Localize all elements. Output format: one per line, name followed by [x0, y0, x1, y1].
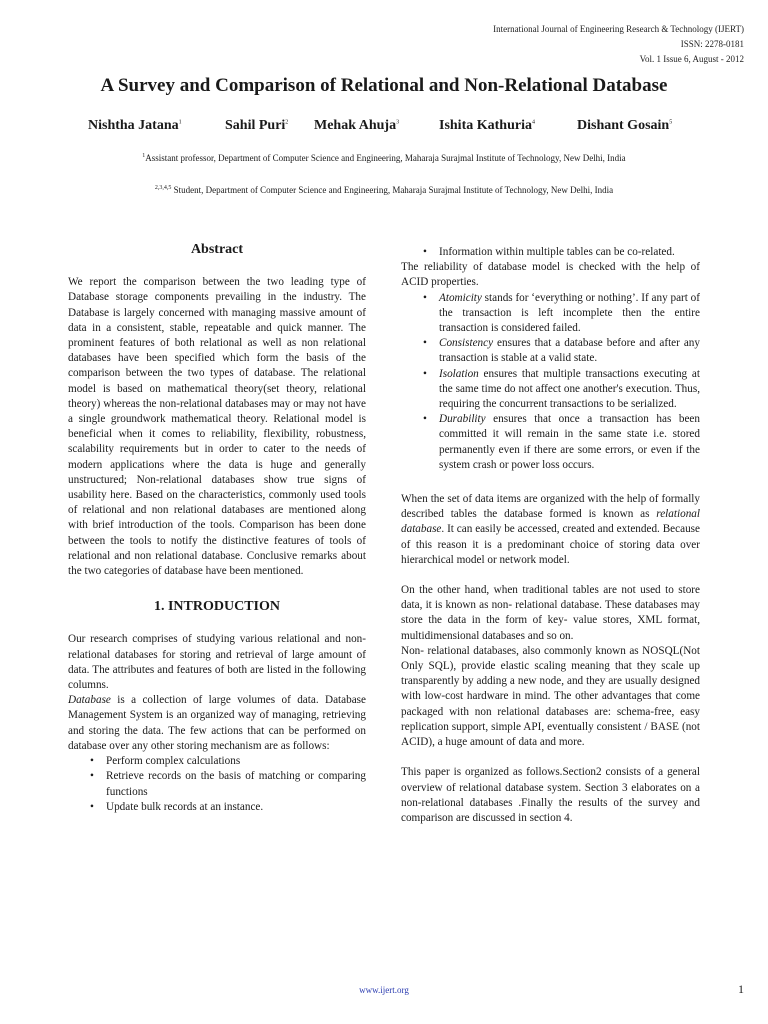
affiliation: $^{2,3,4,5}$ Student, Department of Computer Science and Engineering, Maharaja Surajmal Institute of Technology, New Delhi, India [154, 185, 614, 195]
list-item: • Retrieve records on the basis of matching or comparing functions [68, 769, 366, 799]
list-item: • Information within multiple tables can be co-related. [401, 245, 700, 260]
tables-list [401, 245, 700, 260]
nosql-paragraph: Non- relational databases, also commonly known as NOSQL(Not Only SQL), provide elastic scaling meaning that they scale up transparently by adding a new node, and they are usually designed with low-cost hardware in mind. The other advantages that come packaged with non relational databases are: schema-free, easy replication support, simple API, eventually consistent / BASE (not ACID), a huge amount of data and more. [401, 644, 700, 749]
acid-intro: The reliability of database model is checked with the help of ACID properties. [401, 261, 700, 289]
database-definition: Database is a collection of large volumes of data. Database Management System is an organized way of managing, retrieving and storing the data. The few actions that can be performed on database over any other storing mechanism are as follows: [68, 694, 366, 752]
author: Sahil Puri$^2$ [225, 118, 289, 133]
acid-list [401, 291, 700, 473]
right-column [401, 245, 700, 826]
intro-heading: 1. INTRODUCTION [153, 599, 280, 615]
author: Ishita Kathuria$^4$ [439, 118, 535, 133]
left-column [68, 242, 366, 815]
footer-url[interactable]: www.ijert.org [359, 985, 409, 995]
db-actions-list [68, 754, 366, 815]
list-item: • Perform complex calculations [68, 754, 366, 769]
abstract-heading: Abstract [190, 242, 244, 257]
page-number: 1 [738, 982, 744, 996]
abstract-text: We report the comparison between the two leading type of Database storage components prevailing in the industry. The Database is largely concerned with managing massive amount of data in a consistent, stable, repeatable and quick manner. The prominent features of both relational as well as non relational databases have been specified which form the basis of the comparison between the two types of database. The relational model is based on mathematical theory(set theory, relational theory) whereas the non-relational databases may or may not have a single groundwork mathematical theory. Relational model is beneficial when it comes to reliability, flexibility, robustness, scalability requirements but in order to cater to the needs of modern applications where the data is huge and generally unstructured; Non-relational databases show true signs of usability here. Based on the characteristics, commonly used tools of relational and non relational databases are mentioned along with brief introduction of the tools. Comparison has been done between the tools to notify the distinctive features of tools of relational and non relational database. Conclusive remarks about the two categories of database have been mentioned. [68, 276, 366, 578]
nonrelational-paragraph: On the other hand, when traditional tables are not used to store data, it is known as non- relational database. These databases may store the data in the form of key- value stores, XML format, multidimensional databases and so on. [401, 584, 700, 642]
organization-paragraph: This paper is organized as follows.Section2 consists of a general overview of relational database system. Section 3 elaborates on a non-relational databases .Finally the results of the survey and comparison are discussed in section 4. [401, 766, 700, 824]
author: Mehak Ahuja$^3$ [314, 118, 400, 133]
paper-title: A Survey and Comparison of Relational and Non-Relational Database [100, 75, 668, 96]
acid-item: • Isolation ensures that multiple transactions executing at the same time do not affect one another's execution. Thus, requiring the concurrent transactions to be serialized. [401, 367, 700, 413]
issn: ISSN: 2278-0181 [680, 39, 744, 49]
intro-paragraph: Our research comprises of studying various relational and non-relational databases for storing and retrieval of large amount of data. The attributes and features of both are listed in the following columns. [68, 633, 366, 692]
issue-info: Vol. 1 Issue 6, August - 2012 [639, 54, 744, 64]
acid-item: • Durability ensures that once a transaction has been committed it will remain in the same state i.e. stored permanently even if there are some errors, or even if the system crash or power loss occurs. [401, 412, 700, 473]
list-item: • Update bulk records at an instance. [68, 800, 366, 815]
relational-paragraph: When the set of data items are organized with the help of formally described tables the database formed is known as relational database. It can easily be accessed, created and extended. Because of this reason it is a predominant choice of storing data over hierarchical model or network model. [401, 493, 700, 566]
database-term: Database [68, 694, 111, 707]
affiliation: $^1$Assistant professor, Department of Computer Science and Engineering, Maharaja Surajmal Institute of Technology, New Delhi, India [142, 153, 626, 163]
author-list [88, 118, 688, 138]
journal-name: International Journal of Engineering Research & Technology (IJERT) [493, 24, 744, 34]
author: Nishtha Jatana$^1$ [88, 118, 182, 133]
acid-item: • Consistency ensures that a database before and after any transaction is stable at a valid state. [401, 336, 700, 366]
author: Dishant Gosain$^5$ [577, 118, 673, 133]
journal-header [384, 22, 744, 67]
acid-item: • Atomicity stands for ‘everything or nothing’. If any part of the transaction is left incomplete then the entire transaction is considered failed. [401, 291, 700, 337]
